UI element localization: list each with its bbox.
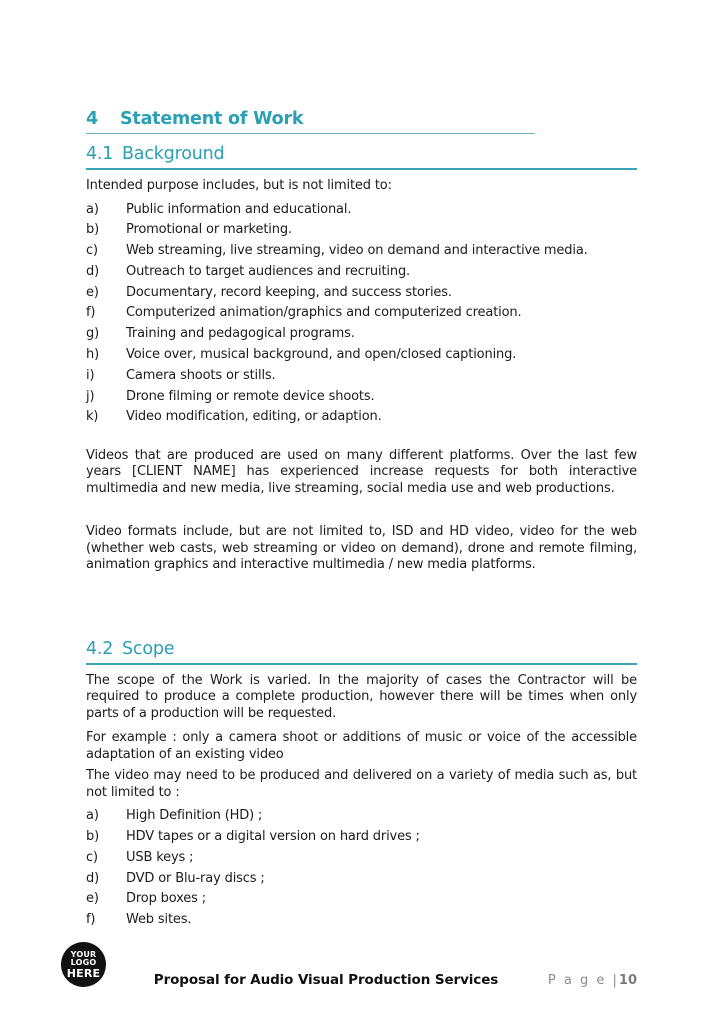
paragraph-scope: The scope of the Work is varied. In the majority of cases the Contractor will be required to produce a complete production, however there will be times when only parts of a production will be requested. [86, 672, 637, 721]
list-item [86, 850, 637, 866]
section-heading-4-1 [86, 143, 637, 165]
section-number: 4 [86, 109, 98, 129]
list-item-text: USB keys ; [126, 849, 194, 865]
list-item [86, 347, 637, 363]
list-item-text: Public information and educational. [126, 201, 352, 217]
list-marker: g) [86, 326, 100, 342]
logo-text-line: HERE [66, 966, 101, 980]
list-item-text: High Definition (HD) ; [126, 808, 263, 824]
list-item-text: Drone filming or remote device shoots. [126, 388, 375, 404]
section-number: 4.2 [86, 638, 114, 659]
list-marker: k) [86, 409, 99, 425]
list-item-text: DVD or Blu-ray discs ; [126, 870, 265, 886]
list-marker: i) [86, 367, 95, 383]
list-item [86, 285, 637, 301]
heading-underline [86, 168, 637, 170]
page-number [548, 973, 637, 988]
list-item [86, 808, 637, 824]
list-item-text: Camera shoots or stills. [126, 367, 276, 383]
list-item-text: Drop boxes ; [126, 891, 206, 907]
paragraph-video-formats: Video formats include, but are not limited to, ISD and HD video, video for the web (whether web casts, web streaming or video on demand), drone and remote filming, animation graphics and interactive multimedia / new media platforms. [86, 524, 637, 573]
section-number: 4.1 [86, 144, 114, 164]
list-marker: a) [86, 808, 99, 824]
list-item [86, 264, 637, 280]
list-item-text: Web sites. [126, 912, 192, 928]
list-marker: c) [86, 243, 98, 259]
media-list [86, 808, 637, 928]
paragraph-media: The video may need to be produced and delivered on a variety of media such as, but not limited to : [86, 768, 637, 800]
section-heading-4-2 [86, 638, 637, 660]
footer-document-title: Proposal for Audio Visual Production Services [153, 972, 499, 988]
logo-text-line: YOUR [70, 949, 97, 959]
section-title: Statement of Work [120, 109, 304, 129]
list-marker: b) [86, 828, 100, 844]
section-heading-4 [86, 108, 637, 130]
list-item [86, 912, 637, 928]
list-item [86, 305, 637, 321]
paragraph-example: For example : only a camera shoot or additions of music or voice of the accessible adaptation of an existing video [86, 730, 637, 762]
list-marker: f) [86, 305, 96, 321]
page-separator: | [612, 973, 619, 988]
section-title: Background [122, 144, 225, 164]
intro-paragraph: Intended purpose includes, but is not limited to: [86, 178, 392, 193]
list-marker: f) [86, 912, 96, 928]
list-item-text: Documentary, record keeping, and success stories. [126, 284, 452, 300]
list-item [86, 368, 637, 384]
list-item-text: HDV tapes or a digital version on hard drives ; [126, 828, 420, 844]
paragraph-platforms: Videos that are produced are used on many different platforms. Over the last few years [CLIENT NAME] has experienced increase requests for both interactive multimedia and new media, live streaming, social media use and web productions. [86, 447, 637, 496]
page-number-value: 10 [618, 973, 637, 988]
list-marker: h) [86, 347, 100, 363]
list-marker: a) [86, 201, 99, 217]
list-item-text: Promotional or marketing. [126, 222, 292, 238]
list-marker: b) [86, 222, 100, 238]
list-item-text: Computerized animation/graphics and computerized creation. [126, 305, 522, 321]
list-item [86, 222, 637, 238]
list-item-text: Outreach to target audiences and recruiting. [126, 263, 411, 279]
heading-underline [86, 133, 535, 134]
section-title: Scope [122, 638, 175, 659]
list-item [86, 409, 637, 425]
list-item [86, 202, 637, 218]
page-content [86, 0, 637, 933]
list-item [86, 243, 637, 259]
list-marker: e) [86, 284, 99, 300]
list-item-text: Voice over, musical background, and open/closed captioning. [126, 347, 517, 363]
list-marker: c) [86, 849, 98, 865]
list-item-text: Web streaming, live streaming, video on demand and interactive media. [126, 243, 588, 259]
list-marker: j) [86, 388, 95, 404]
list-item [86, 891, 637, 907]
list-item-text: Video modification, editing, or adaption. [126, 409, 382, 425]
list-marker: d) [86, 870, 100, 886]
list-item-text: Training and pedagogical programs. [126, 326, 355, 342]
heading-underline [86, 663, 637, 665]
list-item [86, 326, 637, 342]
list-item [86, 871, 637, 887]
page-label: P a g e [547, 973, 607, 988]
list-marker: e) [86, 891, 99, 907]
logo-text-line: LOGO [70, 958, 97, 967]
list-marker: d) [86, 263, 100, 279]
purpose-list [86, 202, 637, 426]
list-item [86, 389, 637, 405]
list-item [86, 829, 637, 845]
